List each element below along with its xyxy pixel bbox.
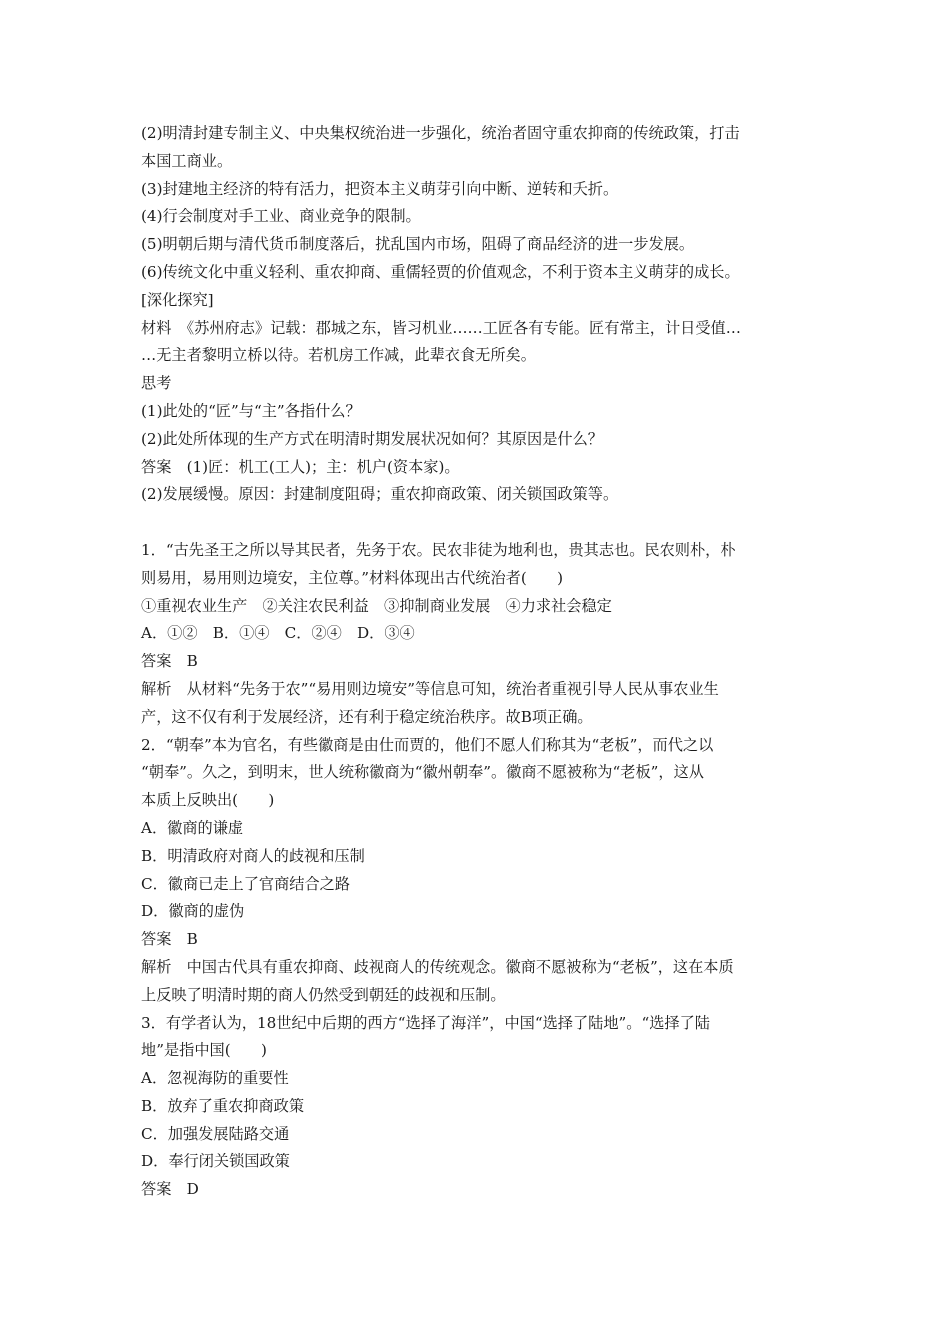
- question-1-analysis: 解析 从材料“先务于农”“易用则边境安”等信息可知，统治者重视引导人民从事农业生: [141, 679, 719, 698]
- question-2-stem: 本质上反映出( ): [141, 791, 275, 810]
- question-1-items: ①重视农业生产 ②关注农民利益 ③抑制商业发展 ④力求社会稳定: [141, 596, 612, 615]
- option-d: D．奉行闭关锁国政策: [141, 1152, 290, 1171]
- question-2-analysis: 解析 中国古代具有重农抑商、歧视商人的传统观念。徽商不愿被称为“老板”，这在本质: [141, 957, 734, 976]
- answer-line: (2)发展缓慢。原因：封建制度阻碍；重农抑商政策、闭关锁国政策等。: [141, 485, 619, 504]
- question-2-answer: 答案 B: [141, 930, 198, 949]
- answer-line: 答案 (1)匠：机工(工人)；主：机户(资本家)。: [141, 457, 460, 476]
- question-1-stem: 则易用，易用则边境安，主位尊。”材料体现出古代统治者( ): [141, 568, 564, 587]
- question-3-stem: 3．有学者认为，18世纪中后期的西方“选择了海洋”，中国“选择了陆地”。“选择了陆: [141, 1013, 710, 1032]
- think-heading: 思考: [141, 374, 172, 393]
- text-line: (6)传统文化中重义轻利、重农抑商、重儒轻贾的价值观念，不利于资本主义萌芽的成长。: [141, 262, 740, 281]
- text-line: 本国工商业。: [141, 151, 233, 170]
- option-c: C．加强发展陆路交通: [141, 1124, 290, 1143]
- question-1-options: A．①② B．①④ C．②④ D．③④: [141, 624, 415, 643]
- question-3-answer: 答案 D: [141, 1180, 199, 1199]
- option-d: D．徽商的虚伪: [141, 902, 245, 921]
- question-2-stem: 2．“朝奉”本为官名，有些徽商是由仕而贾的，他们不愿人们称其为“老板”，而代之以: [141, 735, 714, 754]
- text-line: (4)行会制度对手工业、商业竞争的限制。: [141, 207, 421, 226]
- question-1-stem: 1．“古先圣王之所以导其民者，先务于农。民农非徒为地利也，贵其志也。民农则朴，朴: [141, 540, 736, 559]
- text-line: (3)封建地主经济的特有活力，把资本主义萌芽引向中断、逆转和夭折。: [141, 179, 619, 198]
- option-a: A．忽视海防的重要性: [141, 1069, 289, 1088]
- spacer: [141, 509, 811, 537]
- option-b: B．放弃了重农抑商政策: [141, 1096, 305, 1115]
- document-body: [141, 120, 811, 1204]
- question-2-analysis: 上反映了明清时期的商人仍然受到朝廷的歧视和压制。: [141, 985, 506, 1004]
- option-b: B．明清政府对商人的歧视和压制: [141, 846, 365, 865]
- text-line: (2)明清封建专制主义、中央集权统治进一步强化，统治者固守重农抑商的传统政策，打击: [141, 124, 740, 142]
- question-line: (2)此处所体现的生产方式在明清时期发展状况如何？其原因是什么？: [141, 429, 603, 448]
- text-line: (5)明朝后期与清代货币制度落后，扰乱国内市场，阻碍了商品经济的进一步发展。: [141, 235, 695, 254]
- question-1-analysis: 产，这不仅有利于发展经济，还有利于稳定统治秩序。故B项正确。: [141, 707, 593, 726]
- section-heading: [深化探究]: [141, 290, 214, 309]
- question-line: (1)此处的“匠”与“主”各指什么？: [141, 401, 361, 420]
- question-3-stem: 地”是指中国( ): [141, 1041, 267, 1060]
- material-text: 材料 《苏州府志》记载：郡城之东，皆习机业……工匠各有专能。匠有常主，计日受值…: [141, 318, 741, 337]
- question-1-answer: 答案 B: [141, 652, 198, 671]
- question-2-stem: “朝奉”。久之，到明末，世人统称徽商为“徽州朝奉”。徽商不愿被称为“老板”，这从: [141, 763, 704, 782]
- option-c: C．徽商已走上了官商结合之路: [141, 874, 351, 893]
- material-text: …无主者黎明立桥以待。若机房工作减，此辈衣食无所矣。: [141, 346, 536, 365]
- option-a: A．徽商的谦虚: [141, 818, 244, 837]
